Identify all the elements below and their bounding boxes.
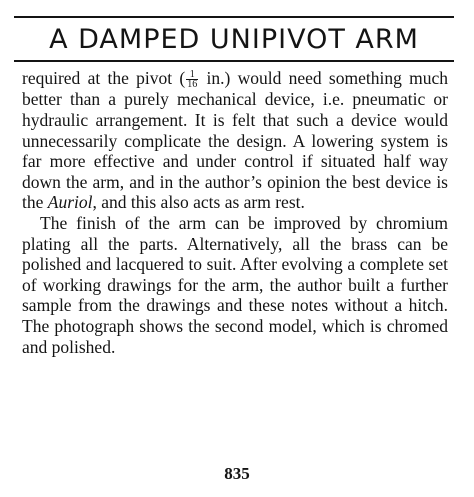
article-body: [22, 68, 448, 357]
paragraph-1-text-middle: in.) would need something much better than a purely mechanical device, i.e. pneumatic or hydraulic arrangement. It is felt that such a device would unnecessarily complicate the design. A lowering system is far more effective and under control if situated half way down the arm, and in the author’s opinion the best device is the: [22, 68, 448, 213]
paragraph-2: The finish of the arm can be improved by chromium plating all the parts. Alternatively, all the brass can be polished and lacquered to suit. After evolving a complete set of working drawings for the arm, the author built a further sample from the drawings and these notes without a hitch. The photograph shows the second model, which is chromed and polished.: [22, 213, 448, 357]
paragraph-1-text-end: , and this also acts as arm rest.: [92, 192, 305, 213]
page-header: [14, 16, 454, 64]
fraction-numerator: 1: [186, 70, 198, 80]
fraction-denominator: 16: [187, 79, 198, 91]
paragraph-1-text-start: required at the pivot (: [22, 68, 186, 88]
page-number: 835: [224, 464, 250, 483]
auriol-italic: Auriol: [47, 192, 93, 213]
fraction-sixteenth: [186, 70, 198, 89]
paragraph-1: [22, 68, 448, 213]
header-bottom-rule: [14, 60, 454, 62]
page-title: A DAMPED UNIPIVOT ARM: [49, 24, 419, 55]
header-top-rule: [14, 16, 454, 18]
